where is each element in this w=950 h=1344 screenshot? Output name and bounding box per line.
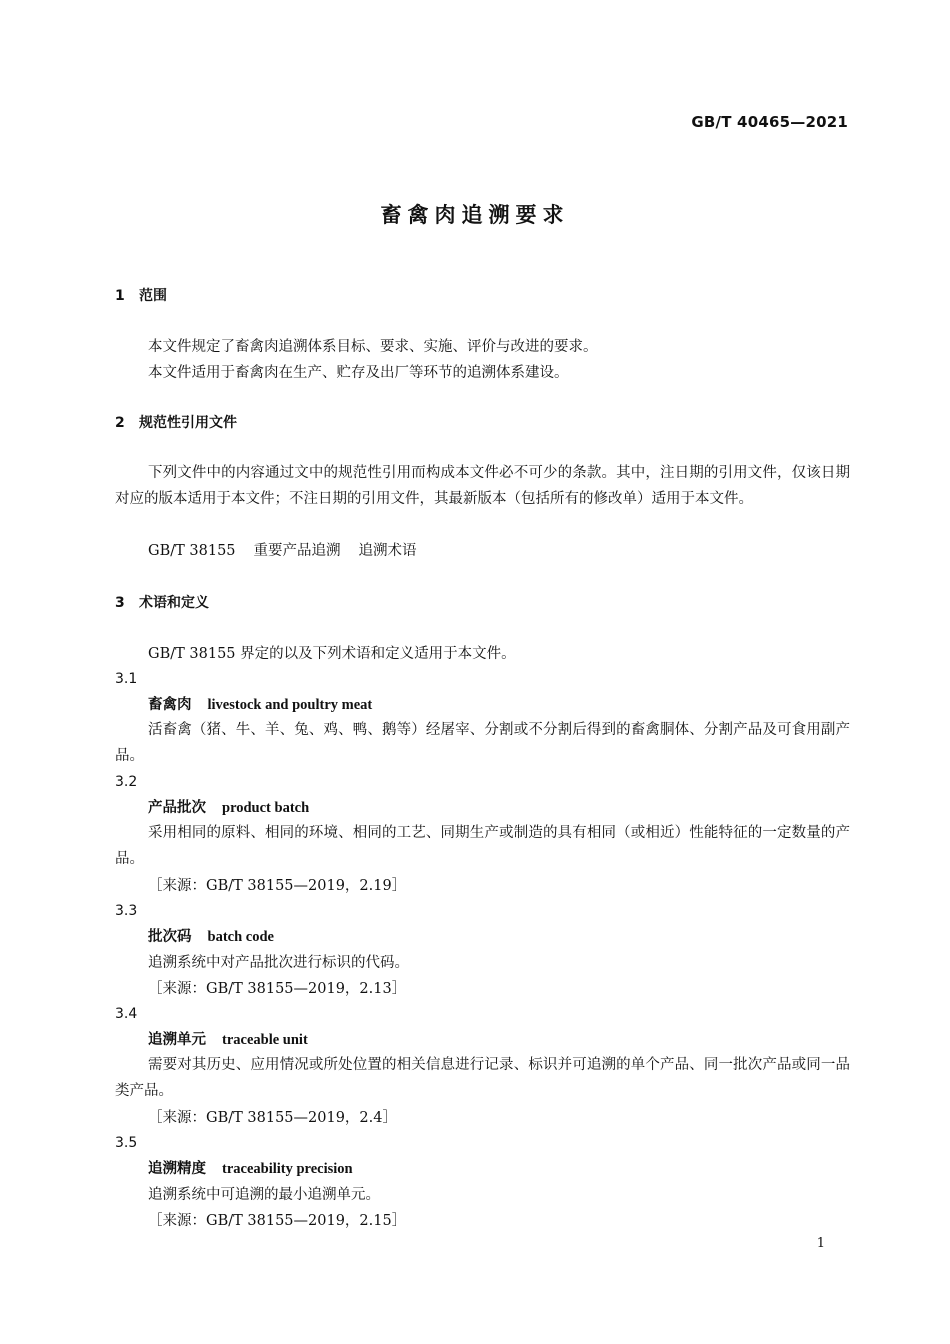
- page-number: 1: [816, 1236, 825, 1251]
- term-english: traceable unit: [222, 1032, 308, 1048]
- term-definition: 活畜禽（猪、牛、羊、兔、鸡、鸭、鹅等）经屠宰、分割或不分割后得到的畜禽胴体、分割产品及可食用副产品。: [115, 722, 850, 764]
- section-title: 范围: [139, 288, 167, 304]
- term-heading: [148, 1029, 308, 1051]
- term-english: traceability precision: [222, 1161, 353, 1177]
- section-number: 3: [115, 595, 125, 611]
- reference-title-part: 重要产品追溯: [253, 543, 341, 559]
- term-heading: [148, 1158, 353, 1180]
- term-source: ［来源：GB/T 38155—2019，2.4］: [148, 1110, 397, 1126]
- section-1-heading: [115, 286, 167, 306]
- standard-code: GB/T 40465—2021: [691, 113, 848, 131]
- reference-entry: [148, 540, 417, 562]
- term-heading: [148, 797, 309, 819]
- document-title: 畜禽肉追溯要求: [380, 203, 570, 227]
- normative-references-paragraph: 下列文件中的内容通过文中的规范性引用而构成本文件必不可少的条款。其中，注日期的引用文件，仅该日期对应的版本适用于本文件；不注日期的引用文件，其最新版本（包括所有的修改单）适用于本文件。: [115, 465, 850, 507]
- clause-number: 3.5: [115, 1135, 138, 1151]
- section-title: 规范性引用文件: [139, 415, 237, 431]
- term-source: ［来源：GB/T 38155—2019，2.19］: [148, 878, 407, 894]
- section-title: 术语和定义: [139, 595, 209, 611]
- terms-intro: GB/T 38155 界定的以及下列术语和定义适用于本文件。: [148, 646, 516, 662]
- reference-code: GB/T 38155: [148, 543, 236, 559]
- section-2-heading: [115, 413, 237, 433]
- term-chinese: 追溯单元: [148, 1032, 206, 1048]
- section-3-heading: [115, 593, 209, 613]
- term-source: ［来源：GB/T 38155—2019，2.15］: [148, 1213, 407, 1229]
- term-chinese: 畜禽肉: [148, 697, 192, 713]
- scope-paragraph: 本文件适用于畜禽肉在生产、贮存及出厂等环节的追溯体系建设。: [148, 365, 569, 381]
- clause-number: 3.3: [115, 903, 138, 919]
- section-number: 1: [115, 288, 125, 304]
- term-english: product batch: [222, 800, 310, 816]
- term-definition: 追溯系统中对产品批次进行标识的代码。: [148, 955, 409, 971]
- term-chinese: 追溯精度: [148, 1161, 206, 1177]
- clause-number: 3.1: [115, 671, 138, 687]
- scope-paragraph: 本文件规定了畜禽肉追溯体系目标、要求、实施、评价与改进的要求。: [148, 339, 598, 355]
- term-definition: 采用相同的原料、相同的环境、相同的工艺、同期生产或制造的具有相同（或相近）性能特征的一定数量的产品。: [115, 825, 850, 867]
- term-heading: [148, 926, 274, 948]
- clause-number: 3.4: [115, 1006, 138, 1022]
- term-chinese: 批次码: [148, 929, 192, 945]
- term-definition: 追溯系统中可追溯的最小追溯单元。: [148, 1187, 380, 1203]
- term-english: livestock and poultry meat: [207, 697, 373, 713]
- term-chinese: 产品批次: [148, 800, 206, 816]
- clause-number: 3.2: [115, 774, 138, 790]
- term-heading: [148, 694, 372, 716]
- section-number: 2: [115, 415, 125, 431]
- term-english: batch code: [207, 929, 274, 945]
- term-definition: 需要对其历史、应用情况或所处位置的相关信息进行记录、标识并可追溯的单个产品、同一批次产品或同一品类产品。: [115, 1057, 850, 1099]
- reference-title-part: 追溯术语: [358, 543, 417, 559]
- term-source: ［来源：GB/T 38155—2019，2.13］: [148, 981, 407, 997]
